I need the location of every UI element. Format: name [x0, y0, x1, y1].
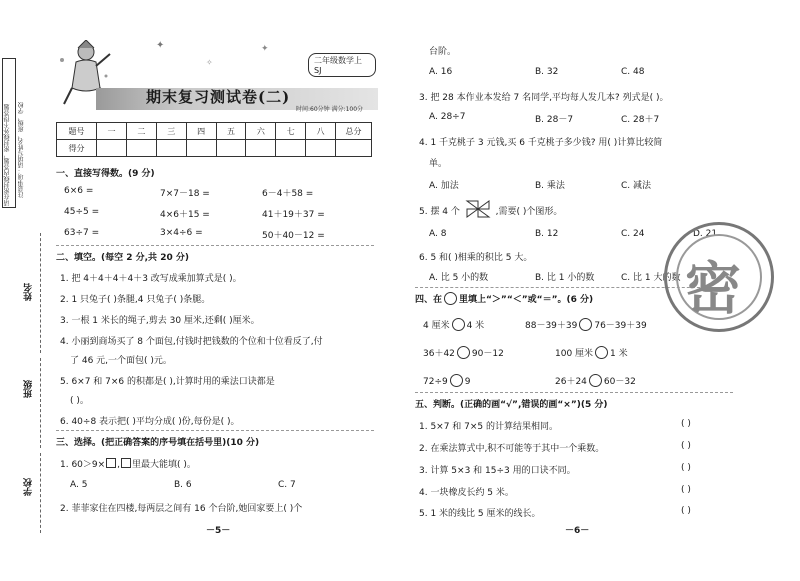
score-cell: 三 — [156, 123, 186, 140]
blank-box[interactable] — [121, 458, 131, 468]
compare-left: 72÷9 — [423, 377, 448, 387]
compare-right: 76－39＋39 — [594, 321, 647, 331]
confidential-stamp — [664, 222, 774, 332]
question-text: , — [117, 460, 121, 470]
choice-option: B. 32 — [535, 67, 559, 77]
score-cell: 总分 — [336, 123, 372, 140]
compare-item — [423, 374, 470, 387]
compare-circle[interactable] — [595, 346, 608, 359]
judge-item: 5. 1 米的线比 5 厘米的线长。 — [419, 509, 541, 519]
section-1-title: 一、直接写得数。(9 分) — [56, 169, 155, 179]
class-label: 班级 — [24, 380, 34, 398]
choice-option: A. 28÷7 — [429, 112, 466, 122]
grade-badge: 二年级数学上 SJ — [308, 53, 376, 77]
score-table-score-row — [57, 140, 372, 157]
choice-option: C. 24 — [621, 229, 645, 239]
choice-option: A. 8 — [429, 229, 447, 239]
star-icon: ✧ — [206, 58, 213, 67]
score-cell: 题号 — [57, 123, 97, 140]
choice-option: C. 28＋7 — [621, 115, 660, 125]
choice-option: C. 7 — [278, 480, 296, 490]
compare-circle[interactable] — [450, 374, 463, 387]
calc-item: 7×7－18 = — [160, 189, 210, 199]
score-cell: 二 — [126, 123, 156, 140]
judge-answer-paren[interactable]: ( ) — [681, 419, 691, 429]
fill-question: 3. 一根 1 米长的绳子,剪去 30 厘米,还剩( )厘米。 — [60, 316, 260, 326]
divider — [56, 245, 374, 246]
calc-item: 3×4÷6 = — [160, 228, 203, 238]
compare-circle[interactable] — [579, 318, 592, 331]
score-cell: 一 — [97, 123, 127, 140]
question-text: 5. 摆 4 个 — [419, 207, 460, 217]
score-input-cell[interactable] — [156, 140, 186, 157]
section-title-text: 里填上“＞”“＜”或“＝”。(6 分) — [459, 295, 594, 305]
calc-item: 41＋19＋37 = — [262, 210, 325, 220]
calc-item: 6－4＋58 = — [262, 189, 314, 199]
question-text: ,需要( )个图形。 — [495, 207, 563, 217]
choice-option: C. 48 — [621, 67, 645, 77]
calc-item: 4×6＋15 = — [160, 210, 210, 220]
compare-right: 90－12 — [471, 349, 504, 359]
score-input-cell[interactable] — [336, 140, 372, 157]
choice-option: C. 减法 — [621, 181, 652, 191]
compare-circle[interactable] — [589, 374, 602, 387]
blank-box[interactable] — [106, 458, 116, 468]
choice-option: B. 比 1 小的数 — [535, 273, 595, 283]
choice-question: 2. 菲菲家住在四楼,每两层之间有 16 个台阶,她回家要上( )个 — [60, 504, 303, 514]
name-line — [40, 233, 41, 353]
score-cell: 六 — [246, 123, 276, 140]
choice-option: B. 12 — [535, 229, 559, 239]
score-input-cell[interactable] — [216, 140, 246, 157]
binding-strip — [0, 58, 48, 528]
section-title-text: 四、在 — [415, 295, 443, 305]
compare-circle[interactable] — [452, 318, 465, 331]
score-cell: 八 — [306, 123, 336, 140]
judge-item: 3. 计算 5×3 和 15÷3 用的口诀不同。 — [419, 466, 576, 476]
pinwheel-shape-icon — [465, 199, 491, 219]
choice-option: B. 乘法 — [535, 181, 565, 191]
compare-right: 9 — [464, 377, 471, 387]
choice-option: C. 比 1 大的数 — [621, 273, 681, 283]
choice-question: 6. 5 和( )相乘的积比 5 大。 — [419, 253, 533, 263]
score-input-cell[interactable] — [306, 140, 336, 157]
compare-item — [423, 318, 484, 331]
fill-question: 2. 1 只兔子( )条腿,4 只兔子( )条腿。 — [60, 295, 211, 305]
choice-option: B. 6 — [174, 480, 192, 490]
compare-item — [423, 346, 504, 359]
compare-right: 60－32 — [603, 377, 636, 387]
star-icon: ✦ — [261, 44, 269, 54]
page-number-left: －5－ — [206, 526, 231, 536]
score-input-cell[interactable] — [276, 140, 306, 157]
compare-item — [525, 318, 647, 331]
compare-left: 26＋24 — [555, 377, 587, 387]
score-cell: 五 — [216, 123, 246, 140]
question-text: 1. 60＞9× — [60, 460, 106, 470]
compare-right: 1 米 — [610, 349, 628, 359]
divider — [415, 392, 733, 393]
score-input-cell[interactable] — [126, 140, 156, 157]
judge-item: 2. 在乘法算式中,积不可能等于其中一个乘数。 — [419, 444, 605, 454]
choice-question-cont: 台阶。 — [429, 47, 457, 57]
judge-item: 1. 5×7 和 7×5 的计算结果相同。 — [419, 422, 559, 432]
calc-item: 45÷5 = — [64, 207, 100, 217]
score-cell: 七 — [276, 123, 306, 140]
header — [56, 0, 376, 120]
binding-notes: 请在密封线内答题，密封线外不得答题 — [2, 58, 16, 208]
fill-question: 6. 40÷8 表示把( )平均分成( )份,每份是( )。 — [60, 417, 240, 427]
question-text: 里最大能填( )。 — [132, 460, 196, 470]
choice-option: A. 5 — [70, 480, 88, 490]
compare-left: 88－39＋39 — [525, 321, 578, 331]
divider — [56, 430, 374, 431]
class-line — [40, 358, 41, 448]
fill-question-cont: ( )。 — [70, 396, 89, 406]
score-input-cell[interactable] — [186, 140, 216, 157]
time-note: 时间:60分钟 满分:100分 — [296, 106, 364, 113]
calc-item: 50＋40－12 = — [262, 231, 325, 241]
star-icon: ✦ — [156, 40, 165, 51]
choice-option: A. 加法 — [429, 181, 459, 191]
score-cell: 四 — [186, 123, 216, 140]
judge-answer-paren[interactable]: ( ) — [681, 506, 691, 516]
fill-question: 1. 把 4＋4＋4＋4＋3 改写成乘加算式是( )。 — [60, 274, 242, 284]
section-3-title: 三、选择。(把正确答案的序号填在括号里)(10 分) — [56, 438, 260, 448]
circle-icon — [444, 292, 457, 305]
score-input-cell[interactable] — [97, 140, 127, 157]
choice-question — [60, 457, 196, 470]
section-5-title: 五、判断。(正确的画“√”,错误的画“×”)(5 分) — [415, 400, 608, 410]
fill-question-cont: 了 46 元,一个面包( )元。 — [70, 356, 172, 366]
judge-answer-paren[interactable]: ( ) — [681, 485, 691, 495]
left-page — [56, 0, 376, 581]
fill-question: 5. 6×7 和 7×6 的积都是( ),计算时用的乘法口诀都是 — [60, 377, 275, 387]
judge-answer-paren[interactable]: ( ) — [681, 441, 691, 451]
binding-instructions: 注意事项：请填写姓名、班级、学校 — [18, 102, 25, 198]
calc-item: 6×6 = — [64, 186, 94, 196]
choice-option: D. 21 — [693, 229, 718, 239]
section-2-title: 二、填空。(每空 2 分,共 20 分) — [56, 253, 189, 263]
compare-left: 100 厘米 — [555, 349, 594, 359]
compare-item — [555, 346, 628, 359]
school-label: 学校 — [24, 478, 34, 496]
page-number-right: －6－ — [565, 526, 590, 536]
stamp-character: 密 — [685, 256, 741, 322]
judge-item: 4. 一块橡皮长约 5 米。 — [419, 488, 514, 498]
section-4-title — [415, 292, 593, 305]
score-input-cell[interactable] — [246, 140, 276, 157]
score-table — [56, 122, 372, 157]
choice-option: A. 比 5 小的数 — [429, 273, 489, 283]
choice-question: 4. 1 千克桃子 3 元钱,买 6 千克桃子多少钱? 用( )计算比较简 — [419, 138, 663, 148]
compare-circle[interactable] — [457, 346, 470, 359]
choice-option: A. 16 — [429, 67, 453, 77]
choice-option: B. 28－7 — [535, 115, 574, 125]
compare-item — [555, 374, 636, 387]
school-line — [40, 453, 41, 533]
fill-question: 4. 小丽到商场买了 8 个面包,付钱时把钱数的个位和十位看反了,付 — [60, 337, 323, 347]
score-table-header-row — [57, 123, 372, 140]
score-cell: 得分 — [57, 140, 97, 157]
choice-question-cont: 单。 — [429, 159, 448, 169]
compare-left: 36＋42 — [423, 349, 455, 359]
choice-question — [419, 199, 562, 219]
calc-item: 63÷7 = — [64, 228, 100, 238]
judge-answer-paren[interactable]: ( ) — [681, 463, 691, 473]
compare-left: 4 厘米 — [423, 321, 450, 331]
name-label: 姓名 — [24, 283, 34, 301]
compare-right: 4 米 — [466, 321, 485, 331]
choice-question: 3. 把 28 本作业本发给 7 名同学,平均每人发几本? 列式是( )。 — [419, 93, 669, 103]
exam-title: 期末复习测试卷(二) — [146, 88, 291, 106]
